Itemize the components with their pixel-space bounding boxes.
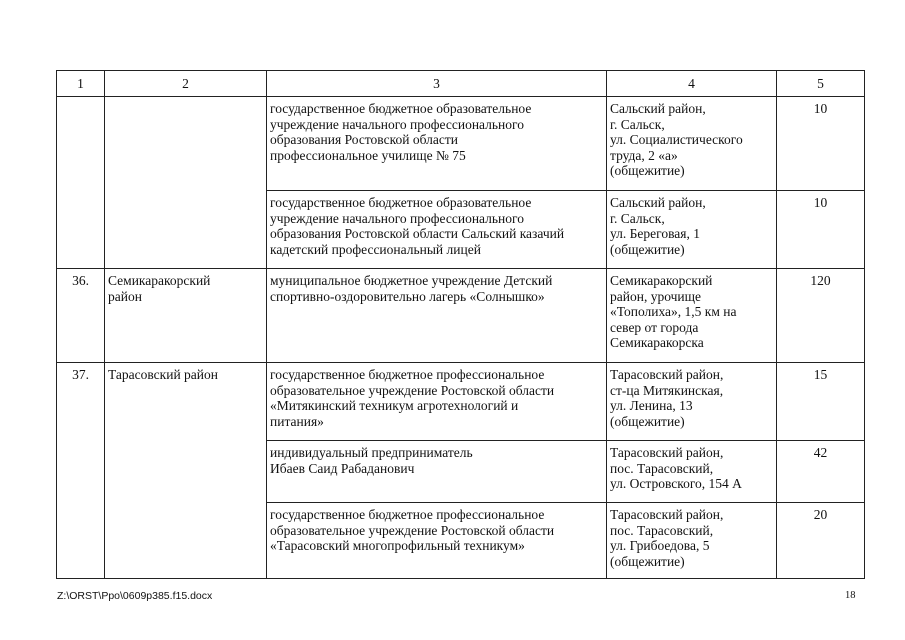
address: Сальский район, г. Сальск, ул. Береговая, 1 (общежитие) (607, 191, 777, 269)
header-col-3: 3 (267, 71, 607, 97)
address: Тарасовский район, пос. Тарасовский, ул. Островского, 154 А (607, 441, 777, 503)
organization-name: индивидуальный предприниматель Ибаев Саид Рабаданович (267, 441, 607, 503)
row-number (57, 97, 105, 269)
district-name: Семикаракорский район (105, 269, 267, 363)
table-row (57, 97, 865, 191)
row-number: 37. (57, 363, 105, 579)
capacity: 15 (777, 363, 865, 441)
header-col-5: 5 (777, 71, 865, 97)
capacity: 10 (777, 97, 865, 191)
address: Сальский район, г. Сальск, ул. Социалистического труда, 2 «а» (общежитие) (607, 97, 777, 191)
header-col-1: 1 (57, 71, 105, 97)
address: Тарасовский район, пос. Тарасовский, ул. Грибоедова, 5 (общежитие) (607, 503, 777, 579)
table-row (57, 363, 865, 441)
header-col-4: 4 (607, 71, 777, 97)
organization-name: государственное бюджетное профессиональное образовательное учреждение Ростовской области «Митякинский техникум агротехнологий и питания» (267, 363, 607, 441)
table-row (57, 269, 865, 363)
organization-name: муниципальное бюджетное учреждение Детский спортивно-оздоровительно лагерь «Солнышко» (267, 269, 607, 363)
header-col-2: 2 (105, 71, 267, 97)
footer-file-path: Z:\ORST\Ppo\0609p385.f15.docx (57, 590, 213, 602)
capacity: 42 (777, 441, 865, 503)
address: Тарасовский район, ст-ца Митякинская, ул. Ленина, 13 (общежитие) (607, 363, 777, 441)
address: Семикаракорский район, урочище «Тополиха», 1,5 км на север от города Семикаракорска (607, 269, 777, 363)
capacity: 10 (777, 191, 865, 269)
organization-name: государственное бюджетное образовательное учреждение начального профессионального образования Ростовской области Сальский казачий кадетский профессиональный лицей (267, 191, 607, 269)
capacity: 20 (777, 503, 865, 579)
row-number: 36. (57, 269, 105, 363)
document-table (56, 70, 865, 579)
district-name: Тарасовский район (105, 363, 267, 579)
organization-name: государственное бюджетное профессиональное образовательное учреждение Ростовской области «Тарасовский многопрофильный техникум» (267, 503, 607, 579)
capacity: 120 (777, 269, 865, 363)
page-number: 18 (845, 590, 856, 601)
district-name (105, 97, 267, 269)
organization-name: государственное бюджетное образовательное учреждение начального профессионального образования Ростовской области профессиональное училище № 75 (267, 97, 607, 191)
header-row (57, 71, 865, 97)
